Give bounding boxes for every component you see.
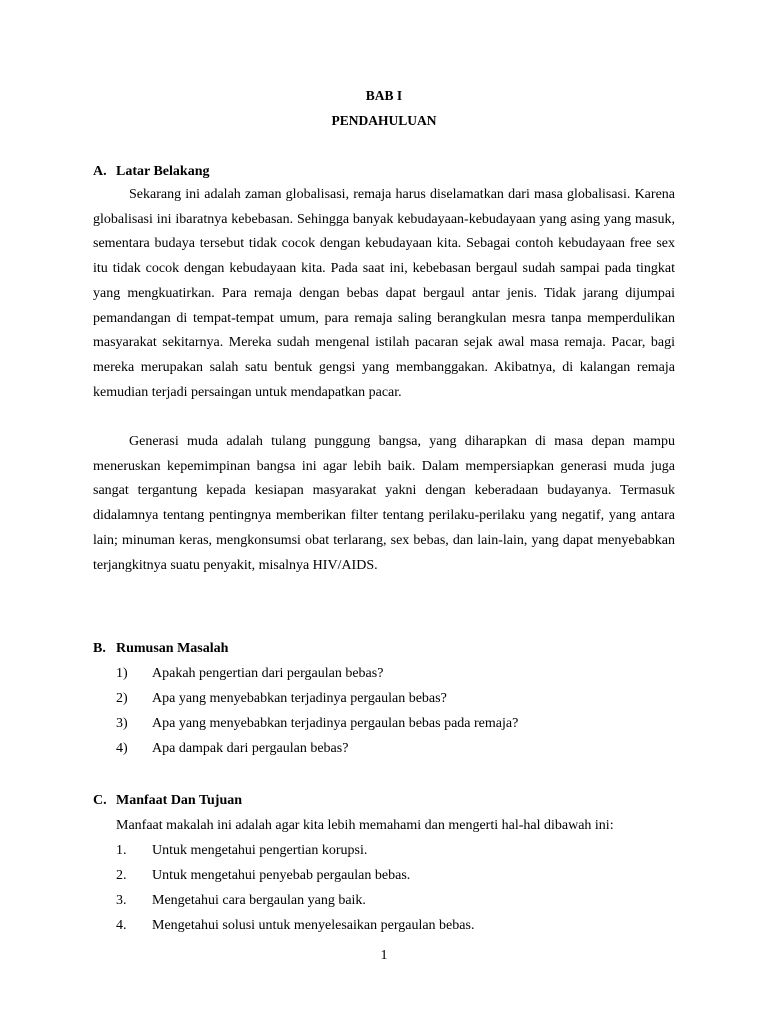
purpose-item xyxy=(116,868,410,884)
problem-item-text: Apa dampak dari pergaulan bebas? xyxy=(152,741,349,756)
section-a-heading xyxy=(93,164,209,180)
section-a-title: Latar Belakang xyxy=(116,164,210,179)
purpose-item-number: 2. xyxy=(116,868,127,883)
purpose-item-number: 1. xyxy=(116,843,127,858)
purpose-item-number: 4. xyxy=(116,918,127,933)
section-a-paragraph-1-text: Sekarang ini adalah zaman globalisasi, remaja harus diselamatkan dari masa globalisasi. Karena globalisasi ini ibaratnya kebebasan. Sehingga banyak kebudayaan-kebudayaan yang asing yang masuk, sementara budaya tersebut tidak cocok dengan kebudayaan kita. Sebagai contoh kebudayaan free sex itu tidak cocok dengan kebudayaan kita. Pada saat ini, kebebasan bergaul sudah sampai pada tingkat yang mengkuatirkan. Para remaja dengan bebas dapat bergaul antar jenis. Tidak jarang dijumpai pemandangan di tempat-tempat umum, para remaja saling berangkulan mesra tanpa memperdulikan masyarakat sekitarnya. Mereka sudah mengenal istilah pacaran sejak awal masa remaja. Pacar, bagi mereka merupakan salah satu bentuk gengsi yang membanggakan. Akibatnya, di kalangan remaja kemudian terjadi persaingan untuk mendapatkan pacar. xyxy=(93,187,675,400)
section-c-heading xyxy=(93,793,242,809)
section-a-paragraph-2 xyxy=(93,430,675,578)
section-a-paragraph-1 xyxy=(93,183,675,405)
problem-item-number: 4) xyxy=(116,741,128,756)
section-c-title: Manfaat Dan Tujuan xyxy=(116,793,243,808)
problem-item-number: 3) xyxy=(116,716,128,731)
section-c-intro: Manfaat makalah ini adalah agar kita lebih memahami dan mengerti hal-hal dibawah ini: xyxy=(116,818,614,833)
problem-item-text: Apakah pengertian dari pergaulan bebas? xyxy=(152,666,384,681)
purpose-item xyxy=(116,843,367,859)
section-b-letter: B. xyxy=(93,641,106,656)
purpose-item xyxy=(116,893,366,909)
purpose-item-text: Mengetahui solusi untuk menyelesaikan pergaulan bebas. xyxy=(152,918,475,933)
problem-item-number: 2) xyxy=(116,691,128,706)
purpose-item-text: Untuk mengetahui penyebab pergaulan bebas. xyxy=(152,868,411,883)
problem-item xyxy=(116,666,383,682)
purpose-item-text: Mengetahui cara bergaulan yang baik. xyxy=(152,893,366,908)
problem-item xyxy=(116,741,348,757)
section-a-paragraph-2-text: Generasi muda adalah tulang punggung bangsa, yang diharapkan di masa depan mampu meneruskan kepemimpinan bangsa ini agar lebih baik. Dalam mempersiapkan generasi muda juga sangat tergantung kepada kesiapan masyarakat yakni dengan keberadaan budayanya. Termasuk didalamnya tentang pentingnya memberikan filter tentang perilaku-perilaku yang negatif, yang antara lain; minuman keras, mengkonsumsi obat terlarang, sex bebas, dan lain-lain, yang dapat menyebabkan terjangkitnya suatu penyakit, misalnya HIV/AIDS. xyxy=(93,434,675,573)
section-b-heading xyxy=(93,641,228,657)
page-number: 1 xyxy=(380,948,388,963)
chapter-number: BAB I xyxy=(365,88,403,103)
chapter-title: PENDAHULUAN xyxy=(331,113,437,128)
purpose-item xyxy=(116,918,474,934)
purpose-item-text: Untuk mengetahui pengertian korupsi. xyxy=(152,843,368,858)
problem-item-text: Apa yang menyebabkan terjadinya pergaulan bebas pada remaja? xyxy=(152,716,519,731)
section-c-letter: C. xyxy=(93,793,107,808)
section-b-title: Rumusan Masalah xyxy=(116,641,229,656)
problem-item xyxy=(116,691,447,707)
section-a-letter: A. xyxy=(93,164,107,179)
problem-item-text: Apa yang menyebabkan terjadinya pergaulan bebas? xyxy=(152,691,447,706)
problem-item-number: 1) xyxy=(116,666,128,681)
problem-item xyxy=(116,716,518,732)
purpose-item-number: 3. xyxy=(116,893,127,908)
